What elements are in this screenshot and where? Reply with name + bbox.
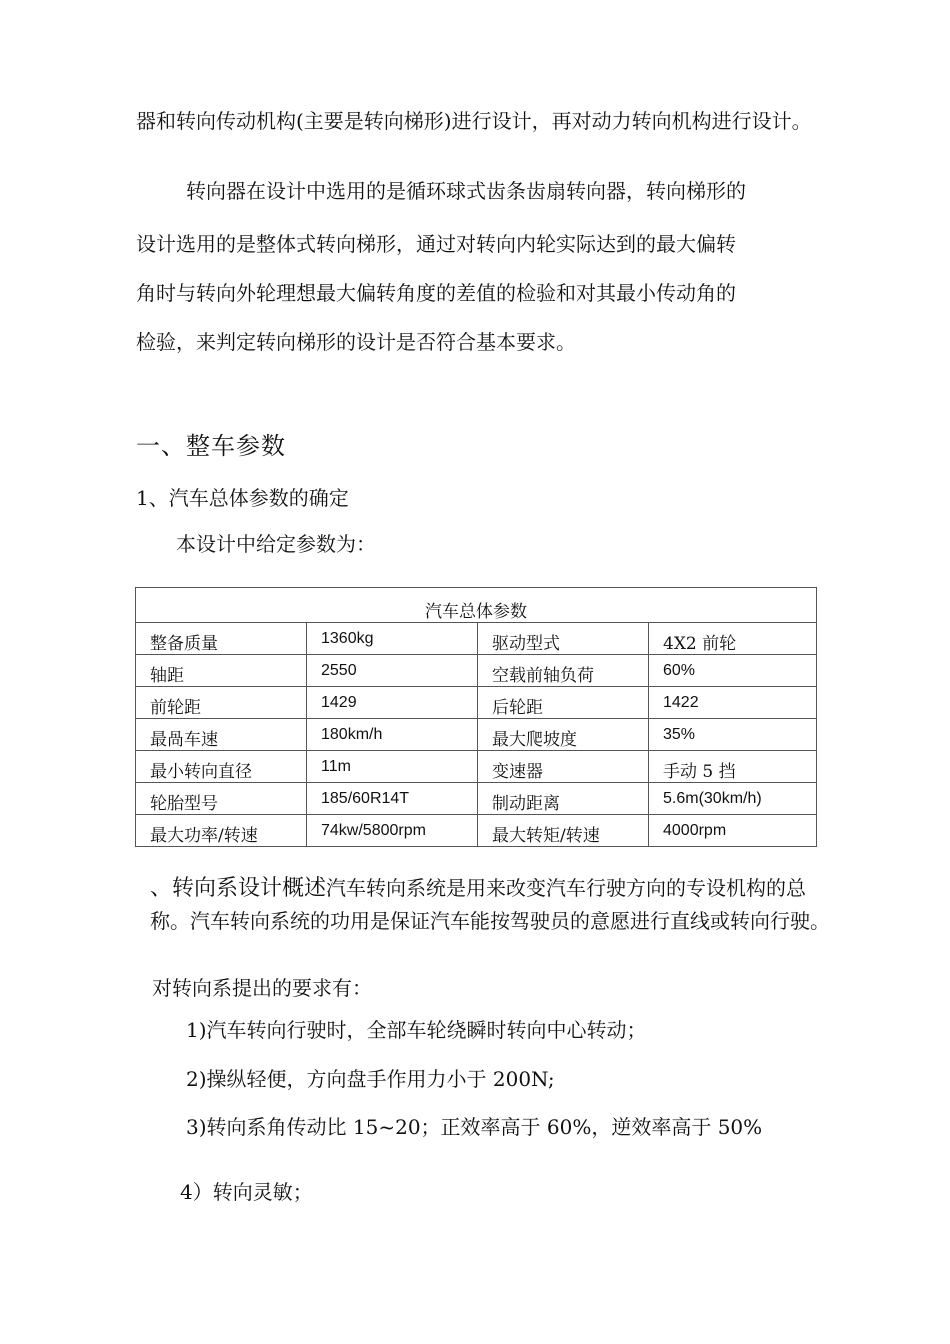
section-heading: 一、整车参数 [136, 432, 286, 460]
given-params-intro: 本设计中给定参数为： [176, 532, 376, 556]
requirement-item: 1)汽车转向行驶时，全部车轮绕瞬时转向中心转动； [186, 1018, 647, 1042]
table-cell: 前轮距 [136, 687, 307, 719]
table-cell: 4000rpm [649, 815, 817, 847]
table-cell: 185/60R14T [307, 783, 478, 815]
table-cell: 11m [307, 751, 478, 783]
requirement-item: 2)操纵轻便，方向盘手作用力小于 200N; [186, 1067, 555, 1091]
table-cell: 最大转矩/转速 [478, 815, 649, 847]
table-cell: 最咼车速 [136, 719, 307, 751]
table-row [136, 623, 817, 655]
table-cell: 4X2 前轮 [649, 623, 817, 655]
table-cell: 轮胎型号 [136, 783, 307, 815]
steering-overview-heading: 、转向系设计概述 [150, 876, 327, 901]
table-cell: 驱动型式 [478, 623, 649, 655]
table-cell: 1429 [307, 687, 478, 719]
table-caption: 汽车总体参数 [136, 588, 817, 623]
table-cell: 最大爬坡度 [478, 719, 649, 751]
table-row [136, 687, 817, 719]
table-cell: 制动距离 [478, 783, 649, 815]
table-cell: 35% [649, 719, 817, 751]
table-cell: 变速器 [478, 751, 649, 783]
vehicle-params-table [135, 587, 817, 847]
table-caption-row [136, 588, 817, 623]
requirement-item: 3)转向系角传动比 15~20；正效率高于 60%，逆效率高于 50% [186, 1115, 763, 1139]
table-cell: 1360kg [307, 623, 478, 655]
table-cell: 最大功率/转速 [136, 815, 307, 847]
requirement-item: 4）转向灵敏； [180, 1180, 313, 1204]
table-cell: 最小转向直径 [136, 751, 307, 783]
table-cell: 轴距 [136, 655, 307, 687]
table-cell: 空载前轴负荷 [478, 655, 649, 687]
table-row [136, 815, 817, 847]
table-cell: 整备质量 [136, 623, 307, 655]
table-cell: 60% [649, 655, 817, 687]
steering-overview-paragraph [150, 872, 830, 937]
table-cell: 手动 5 挡 [649, 751, 817, 783]
paragraph-line: 角时与转向外轮理想最大偏转角度的差值的检验和对其最小传动角的 [136, 281, 736, 305]
table-cell: 180km/h [307, 719, 478, 751]
table-cell: 1422 [649, 687, 817, 719]
table-cell: 5.6m(30km/h) [649, 783, 817, 815]
subsection-heading: 1、汽车总体参数的确定 [136, 486, 349, 510]
paragraph-line: 转向器在设计中选用的是循环球式齿条齿扇转向器，转向梯形的 [186, 179, 746, 203]
paragraph-line: 设计选用的是整体式转向梯形，通过对转向内轮实际达到的最大偏转 [136, 232, 736, 256]
table-cell: 后轮距 [478, 687, 649, 719]
requirements-intro: 对转向系提出的要求有： [152, 976, 372, 1000]
table-cell: 74kw/5800rpm [307, 815, 478, 847]
table-row [136, 783, 817, 815]
table-row [136, 719, 817, 751]
steering-overview-text: 汽车转向系统是用来改变汽车行驶方向的专设机构的总称。汽车转向系统的功用是保证汽车能按驾驶员的意愿进行直线或转向行驶。 [150, 876, 830, 933]
table-row [136, 751, 817, 783]
table-row [136, 655, 817, 687]
table-cell: 2550 [307, 655, 478, 687]
paragraph-line: 检验，来判定转向梯形的设计是否符合基本要求。 [136, 330, 576, 354]
intro-paragraph: 器和转向传动机构(主要是转向梯形)进行设计，再对动力转向机构进行设计。 [136, 109, 812, 133]
